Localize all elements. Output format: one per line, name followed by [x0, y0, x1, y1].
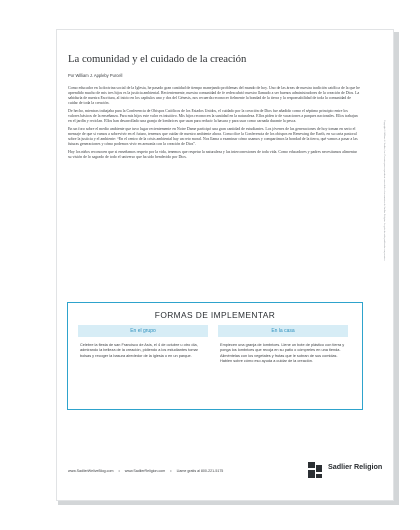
group-text: Celebre la fiesta de san Francisco de Asís, el 4 de octubre u otro día, admirando la belleza de la creación, pidiendo a los estudiantes tomar bolsas y recoger la basura alrededor de la iglesia o en un parque.	[80, 343, 198, 358]
group-heading: En el grupo	[78, 325, 208, 337]
sadlier-logo-icon	[305, 459, 325, 481]
brand-logo	[305, 457, 385, 483]
footer-site-religion[interactable]: www.SadlierReligion.com	[124, 469, 166, 473]
home-text: Empiecen una granja de lombrices. Llene un bote de plástico con tierra y ponga los lombrices que recoja en su patio o cómpreles en una tienda. Aliméntelas con los vegetales y frutas que le sobran de sus comidas. Hablen sobre cómo eso ayuda a cuidar de la creación.	[220, 343, 345, 364]
author-byline: Por William J. Appleby Purcell	[68, 73, 123, 78]
footer-separator: •	[118, 469, 120, 473]
paragraph: En un foro sobre el medio ambiente que tuvo lugar recientemente en Notre Dame participó una gran cantidad de estudiantes. Los jóvenes de las generaciones de hoy toman en serio el mensaje de que si vamos a sobrevivir en el futuro, tenemos que cuidar de nuestro ambiente ahora. Como dice la Conferencia de los obispos en Renewing the Earth, en su carta pastoral sobre la justicia y el ambiente: “En el centro de la crisis ambiental hay un reto moral. Nos llama a examinar cómo usamos y compartimos la bondad de la tierra, qué vamos a pasar a las futuras generaciones y cómo podemos vivir en armonía con la creación de Dios”.	[68, 126, 358, 146]
footer-site-blog[interactable]: www.SadlierWeliveBlog.com	[68, 469, 114, 473]
home-column	[218, 325, 348, 365]
brand-name: Sadlier Religion	[328, 462, 383, 471]
copyright-note: Copyright © William H. Sadlier, Inc. Permiso para reproducir concedido a los usuarios de Sadlier Religion. La guía ha sido publicada con permiso.	[383, 120, 385, 262]
implementation-box	[67, 302, 363, 410]
paragraph: De hecho, mientras trabajaba para la Conferencia de Obispos Católicos de los Estados Unidos, el cuidado por la creación de Dios fue añadido como el séptimo principio entre los valores básicos de la enseñanza. Para mis hijos este valor es intuitivo. Mis hijos reconocen la santidad en la naturaleza. Ellos piden ir de vacaciones a parques nacionales. Ellos trabajan en el jardín y reciclan. Ellos han desarrollado una granja de lombrices que usan para reducir la basura y para usar como carnada durante la pesca.	[68, 108, 358, 123]
footer-phone: Llame gratis al 800-221-5175	[176, 469, 224, 473]
document-page	[56, 29, 394, 501]
footer	[68, 469, 308, 473]
document-title: La comunidad y el cuidado de la creación	[68, 53, 247, 65]
home-heading: En la casa	[218, 325, 348, 337]
group-column	[78, 325, 208, 359]
article-body	[68, 85, 360, 162]
footer-separator: •	[170, 469, 172, 473]
paragraph: Como educador en la doctrina social de la Iglesia, he pasado gran cantidad de tiempo manejando problemas del mundo de hoy. Uno de las áreas de nuestra tradición católica de la que he aprendido mucho de mis tres hijos es la justicia ambiental. Recientemente, nuestra comunidad de fe redescubrió nuestro llamado a ser buenos administradores de la creación de Dios. La sabiduría de nuestra Escritura, al inicio en los capítulos uno y dos del Génesis, nos recuerda reconocer fielmente la bondad de la tierra y la responsabilidad de toda la comunidad de cuidar de toda la creación.	[68, 85, 360, 105]
paragraph: Hoy los niños reconocen que si enseñamos respeto por la vida, tenemos que respetar la naturaleza y las interconexiones de toda vida. Como educadores y padres necesitamos alimentar su visión de lo sagrado de todo el universo que ha sido bendecido por Dios.	[68, 149, 357, 159]
implementation-title: FORMAS DE IMPLEMENTAR	[154, 310, 276, 320]
